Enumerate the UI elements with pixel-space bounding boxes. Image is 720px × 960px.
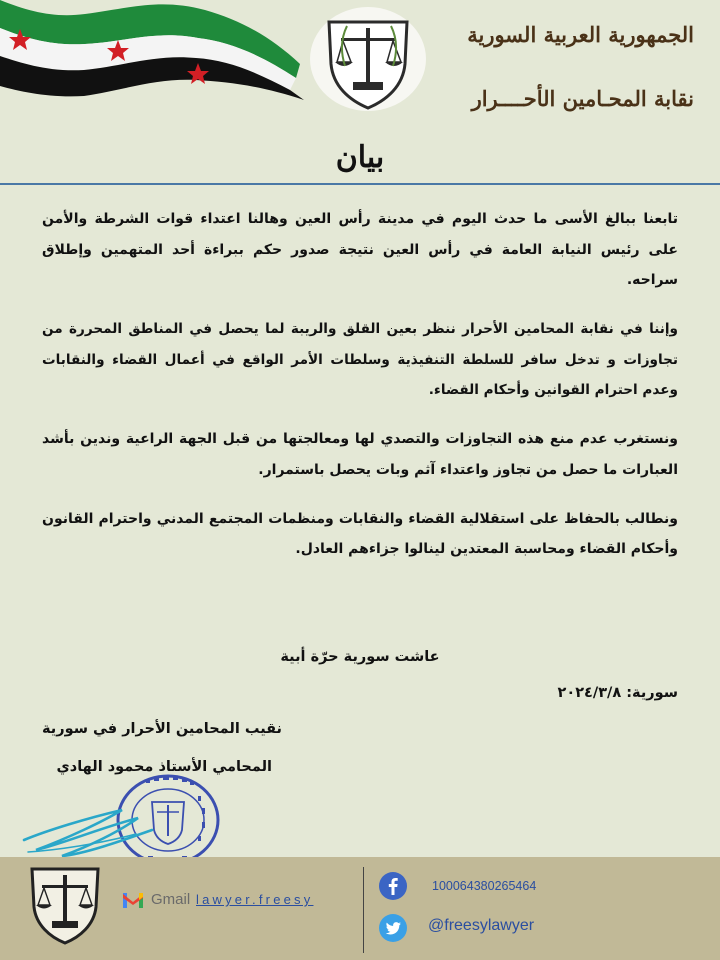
bar-association-seal-icon bbox=[307, 4, 429, 114]
statement-paragraph-3: ونستغرب عدم منع هذه التجاوزات والتصدي لها ومعالجتها من قبل الجهة الراعية وندين بأشد العبارات ما حصل من تجاوز واعتداء آثم وبات يحصل باستمرار. bbox=[42, 431, 678, 478]
footer-divider bbox=[363, 867, 364, 953]
twitter-handle[interactable]: @freesylawyer bbox=[428, 917, 535, 934]
contact-footer bbox=[0, 857, 720, 960]
header-organization-name: نقابة المحـامين الأحــــرار bbox=[471, 86, 694, 111]
footer-seal-icon bbox=[26, 863, 104, 945]
facebook-icon[interactable] bbox=[378, 871, 408, 901]
statement-date: سورية: ٢٠٢٤/٣/٨ bbox=[557, 685, 678, 701]
closing-motto: عاشت سورية حرّة أبية bbox=[280, 649, 440, 665]
statement-paragraph-4: ونطالب بالحفاظ على استقلالية القضاء والنقابات ومنظمات المجتمع المدني واحترام القانون وأحكام القضاء ومحاسبة المعتدين لينالوا جزاءهم العادل. bbox=[42, 510, 678, 557]
twitter-icon[interactable] bbox=[378, 913, 408, 943]
facebook-id[interactable]: 100064380265464 bbox=[432, 879, 537, 893]
handwritten-signature bbox=[18, 800, 158, 865]
signatory-name: المحامي الأستاذ محمود الهادي bbox=[56, 759, 272, 775]
syrian-flag-icon bbox=[0, 0, 310, 110]
header-country-name: الجمهورية العربية السورية bbox=[467, 22, 694, 47]
statement-paragraph-2: وإننا في نقابة المحامين الأحرار ننظر بعين القلق والريبة لما يحصل في المناطق المحررة من تجاوزات و تدخل سافر للسلطة التنفيذية وسلطات الأمر الواقع في أعمال القضاء والنقابات وعدم احترام القوانين وأحكام القضاء. bbox=[42, 321, 678, 398]
email-link[interactable]: lawyer.freesy bbox=[196, 892, 314, 907]
signatory-title: نقيب المحامين الأحرار في سورية bbox=[42, 721, 282, 737]
gmail-label: Gmail bbox=[151, 891, 191, 908]
title-divider bbox=[0, 183, 720, 185]
statement-title: بيان bbox=[335, 140, 385, 175]
statement-paragraph-1: تابعنا ببالغ الأسى ما حدث اليوم في مدينة رأس العين وهالنا اعتداء قوات الشرطة والأمن على رئيس النيابة العامة في رأس العين نتيجة صدور حكم ببراءة أحد المتهمين وإطلاق سراحه. bbox=[42, 211, 678, 288]
gmail-icon bbox=[122, 889, 144, 911]
statement-body bbox=[42, 204, 678, 583]
